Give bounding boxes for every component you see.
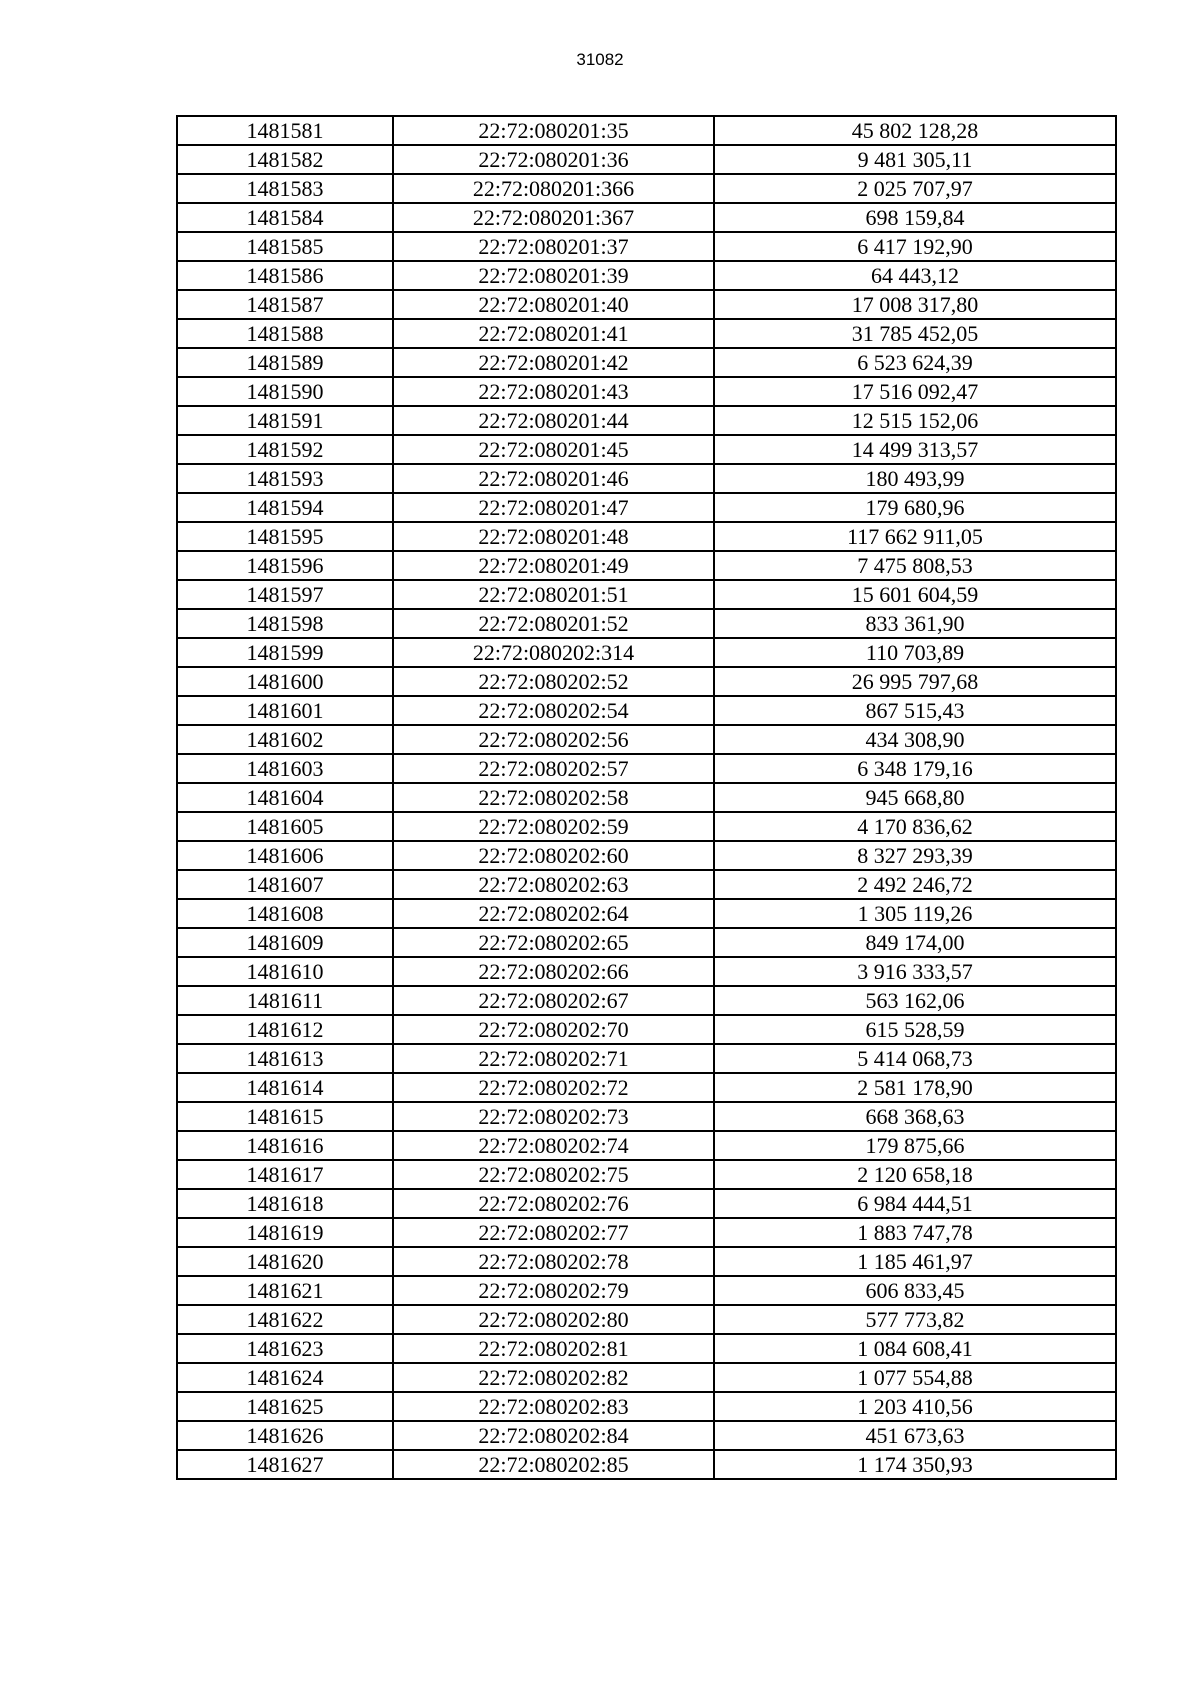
value-cell: 434 308,90: [714, 725, 1116, 754]
table-row: [177, 841, 1116, 870]
value-cell: 4 170 836,62: [714, 812, 1116, 841]
table-row: [177, 957, 1116, 986]
record-number-cell: 1481607: [177, 870, 393, 899]
table-row: [177, 1334, 1116, 1363]
record-number-cell: 1481581: [177, 116, 393, 145]
value-cell: 698 159,84: [714, 203, 1116, 232]
value-cell: 615 528,59: [714, 1015, 1116, 1044]
value-cell: 867 515,43: [714, 696, 1116, 725]
table-row: [177, 1131, 1116, 1160]
table-row: [177, 261, 1116, 290]
value-cell: 1 185 461,97: [714, 1247, 1116, 1276]
cadastral-number-cell: 22:72:080202:82: [393, 1363, 714, 1392]
table-row: [177, 348, 1116, 377]
value-cell: 833 361,90: [714, 609, 1116, 638]
value-cell: 180 493,99: [714, 464, 1116, 493]
cadastral-number-cell: 22:72:080202:54: [393, 696, 714, 725]
record-number-cell: 1481606: [177, 841, 393, 870]
value-cell: 17 516 092,47: [714, 377, 1116, 406]
registry-table-body: [177, 116, 1116, 1479]
value-cell: 1 084 608,41: [714, 1334, 1116, 1363]
record-number-cell: 1481612: [177, 1015, 393, 1044]
cadastral-number-cell: 22:72:080202:65: [393, 928, 714, 957]
page-number: 31082: [576, 50, 624, 69]
table-row: [177, 203, 1116, 232]
table-row: [177, 493, 1116, 522]
value-cell: 6 348 179,16: [714, 754, 1116, 783]
table-row: [177, 986, 1116, 1015]
table-row: [177, 754, 1116, 783]
record-number-cell: 1481584: [177, 203, 393, 232]
value-cell: 1 203 410,56: [714, 1392, 1116, 1421]
table-row: [177, 870, 1116, 899]
table-row: [177, 1044, 1116, 1073]
record-number-cell: 1481598: [177, 609, 393, 638]
cadastral-number-cell: 22:72:080202:81: [393, 1334, 714, 1363]
cadastral-number-cell: 22:72:080202:84: [393, 1421, 714, 1450]
record-number-cell: 1481616: [177, 1131, 393, 1160]
cadastral-number-cell: 22:72:080202:70: [393, 1015, 714, 1044]
record-number-cell: 1481604: [177, 783, 393, 812]
cadastral-number-cell: 22:72:080202:78: [393, 1247, 714, 1276]
record-number-cell: 1481614: [177, 1073, 393, 1102]
cadastral-number-cell: 22:72:080201:49: [393, 551, 714, 580]
record-number-cell: 1481592: [177, 435, 393, 464]
value-cell: 1 174 350,93: [714, 1450, 1116, 1479]
cadastral-number-cell: 22:72:080201:42: [393, 348, 714, 377]
table-row: [177, 406, 1116, 435]
table-row: [177, 1305, 1116, 1334]
record-number-cell: 1481613: [177, 1044, 393, 1073]
record-number-cell: 1481605: [177, 812, 393, 841]
record-number-cell: 1481608: [177, 899, 393, 928]
record-number-cell: 1481582: [177, 145, 393, 174]
cadastral-number-cell: 22:72:080201:36: [393, 145, 714, 174]
record-number-cell: 1481600: [177, 667, 393, 696]
value-cell: 2 025 707,97: [714, 174, 1116, 203]
table-row: [177, 522, 1116, 551]
cadastral-number-cell: 22:72:080201:52: [393, 609, 714, 638]
value-cell: 14 499 313,57: [714, 435, 1116, 464]
table-row: [177, 1247, 1116, 1276]
cadastral-number-cell: 22:72:080201:43: [393, 377, 714, 406]
record-number-cell: 1481620: [177, 1247, 393, 1276]
cadastral-number-cell: 22:72:080202:67: [393, 986, 714, 1015]
table-row: [177, 1189, 1116, 1218]
value-cell: 8 327 293,39: [714, 841, 1116, 870]
value-cell: 179 875,66: [714, 1131, 1116, 1160]
record-number-cell: 1481591: [177, 406, 393, 435]
value-cell: 2 120 658,18: [714, 1160, 1116, 1189]
cadastral-number-cell: 22:72:080202:75: [393, 1160, 714, 1189]
cadastral-number-cell: 22:72:080202:72: [393, 1073, 714, 1102]
table-row: [177, 464, 1116, 493]
record-number-cell: 1481623: [177, 1334, 393, 1363]
record-number-cell: 1481589: [177, 348, 393, 377]
record-number-cell: 1481602: [177, 725, 393, 754]
value-cell: 2 492 246,72: [714, 870, 1116, 899]
cadastral-number-cell: 22:72:080201:39: [393, 261, 714, 290]
table-row: [177, 1015, 1116, 1044]
record-number-cell: 1481593: [177, 464, 393, 493]
value-cell: 6 523 624,39: [714, 348, 1116, 377]
value-cell: 110 703,89: [714, 638, 1116, 667]
table-row: [177, 174, 1116, 203]
cadastral-number-cell: 22:72:080202:59: [393, 812, 714, 841]
record-number-cell: 1481588: [177, 319, 393, 348]
record-number-cell: 1481590: [177, 377, 393, 406]
value-cell: 26 995 797,68: [714, 667, 1116, 696]
cadastral-number-cell: 22:72:080202:71: [393, 1044, 714, 1073]
cadastral-number-cell: 22:72:080202:76: [393, 1189, 714, 1218]
table-row: [177, 551, 1116, 580]
table-row: [177, 696, 1116, 725]
table-row: [177, 1102, 1116, 1131]
record-number-cell: 1481619: [177, 1218, 393, 1247]
cadastral-number-cell: 22:72:080201:51: [393, 580, 714, 609]
value-cell: 3 916 333,57: [714, 957, 1116, 986]
value-cell: 2 581 178,90: [714, 1073, 1116, 1102]
cadastral-number-cell: 22:72:080202:77: [393, 1218, 714, 1247]
value-cell: 17 008 317,80: [714, 290, 1116, 319]
value-cell: 45 802 128,28: [714, 116, 1116, 145]
record-number-cell: 1481615: [177, 1102, 393, 1131]
cadastral-number-cell: 22:72:080202:85: [393, 1450, 714, 1479]
cadastral-number-cell: 22:72:080202:73: [393, 1102, 714, 1131]
record-number-cell: 1481626: [177, 1421, 393, 1450]
record-number-cell: 1481624: [177, 1363, 393, 1392]
value-cell: 563 162,06: [714, 986, 1116, 1015]
record-number-cell: 1481601: [177, 696, 393, 725]
cadastral-number-cell: 22:72:080201:366: [393, 174, 714, 203]
cadastral-number-cell: 22:72:080201:46: [393, 464, 714, 493]
cadastral-number-cell: 22:72:080202:57: [393, 754, 714, 783]
table-row: [177, 783, 1116, 812]
table-row: [177, 1218, 1116, 1247]
record-number-cell: 1481583: [177, 174, 393, 203]
value-cell: 6 984 444,51: [714, 1189, 1116, 1218]
cadastral-number-cell: 22:72:080202:60: [393, 841, 714, 870]
record-number-cell: 1481599: [177, 638, 393, 667]
cadastral-number-cell: 22:72:080202:66: [393, 957, 714, 986]
record-number-cell: 1481609: [177, 928, 393, 957]
record-number-cell: 1481617: [177, 1160, 393, 1189]
record-number-cell: 1481603: [177, 754, 393, 783]
value-cell: 945 668,80: [714, 783, 1116, 812]
cadastral-number-cell: 22:72:080202:52: [393, 667, 714, 696]
cadastral-number-cell: 22:72:080201:44: [393, 406, 714, 435]
value-cell: 9 481 305,11: [714, 145, 1116, 174]
record-number-cell: 1481627: [177, 1450, 393, 1479]
value-cell: 1 077 554,88: [714, 1363, 1116, 1392]
cadastral-number-cell: 22:72:080202:58: [393, 783, 714, 812]
table-row: [177, 1363, 1116, 1392]
table-row: [177, 609, 1116, 638]
cadastral-number-cell: 22:72:080202:83: [393, 1392, 714, 1421]
cadastral-number-cell: 22:72:080202:80: [393, 1305, 714, 1334]
table-row: [177, 377, 1116, 406]
value-cell: 64 443,12: [714, 261, 1116, 290]
table-row: [177, 725, 1116, 754]
record-number-cell: 1481597: [177, 580, 393, 609]
record-number-cell: 1481610: [177, 957, 393, 986]
record-number-cell: 1481596: [177, 551, 393, 580]
value-cell: 849 174,00: [714, 928, 1116, 957]
table-row: [177, 1450, 1116, 1479]
table-row: [177, 928, 1116, 957]
cadastral-number-cell: 22:72:080202:79: [393, 1276, 714, 1305]
cadastral-number-cell: 22:72:080201:45: [393, 435, 714, 464]
table-row: [177, 1276, 1116, 1305]
table-row: [177, 116, 1116, 145]
record-number-cell: 1481595: [177, 522, 393, 551]
table-row: [177, 1421, 1116, 1450]
value-cell: 606 833,45: [714, 1276, 1116, 1305]
table-row: [177, 667, 1116, 696]
table-row: [177, 435, 1116, 464]
cadastral-number-cell: 22:72:080202:74: [393, 1131, 714, 1160]
table-row: [177, 580, 1116, 609]
record-number-cell: 1481625: [177, 1392, 393, 1421]
table-row: [177, 232, 1116, 261]
record-number-cell: 1481587: [177, 290, 393, 319]
table-row: [177, 1073, 1116, 1102]
table-row: [177, 1392, 1116, 1421]
value-cell: 117 662 911,05: [714, 522, 1116, 551]
cadastral-number-cell: 22:72:080202:63: [393, 870, 714, 899]
table-row: [177, 899, 1116, 928]
value-cell: 5 414 068,73: [714, 1044, 1116, 1073]
cadastral-number-cell: 22:72:080202:64: [393, 899, 714, 928]
value-cell: 1 883 747,78: [714, 1218, 1116, 1247]
table-row: [177, 290, 1116, 319]
cadastral-number-cell: 22:72:080201:37: [393, 232, 714, 261]
record-number-cell: 1481618: [177, 1189, 393, 1218]
cadastral-number-cell: 22:72:080201:47: [393, 493, 714, 522]
value-cell: 179 680,96: [714, 493, 1116, 522]
record-number-cell: 1481621: [177, 1276, 393, 1305]
cadastral-number-cell: 22:72:080201:48: [393, 522, 714, 551]
value-cell: 31 785 452,05: [714, 319, 1116, 348]
record-number-cell: 1481611: [177, 986, 393, 1015]
value-cell: 7 475 808,53: [714, 551, 1116, 580]
value-cell: 1 305 119,26: [714, 899, 1116, 928]
cadastral-number-cell: 22:72:080202:314: [393, 638, 714, 667]
table-row: [177, 1160, 1116, 1189]
table-row: [177, 145, 1116, 174]
registry-table: [176, 115, 1117, 1480]
cadastral-number-cell: 22:72:080201:35: [393, 116, 714, 145]
table-row: [177, 319, 1116, 348]
value-cell: 12 515 152,06: [714, 406, 1116, 435]
cadastral-number-cell: 22:72:080202:56: [393, 725, 714, 754]
value-cell: 668 368,63: [714, 1102, 1116, 1131]
value-cell: 577 773,82: [714, 1305, 1116, 1334]
table-row: [177, 638, 1116, 667]
record-number-cell: 1481622: [177, 1305, 393, 1334]
record-number-cell: 1481594: [177, 493, 393, 522]
table-row: [177, 812, 1116, 841]
record-number-cell: 1481585: [177, 232, 393, 261]
record-number-cell: 1481586: [177, 261, 393, 290]
value-cell: 6 417 192,90: [714, 232, 1116, 261]
value-cell: 451 673,63: [714, 1421, 1116, 1450]
cadastral-number-cell: 22:72:080201:40: [393, 290, 714, 319]
cadastral-number-cell: 22:72:080201:41: [393, 319, 714, 348]
value-cell: 15 601 604,59: [714, 580, 1116, 609]
cadastral-number-cell: 22:72:080201:367: [393, 203, 714, 232]
